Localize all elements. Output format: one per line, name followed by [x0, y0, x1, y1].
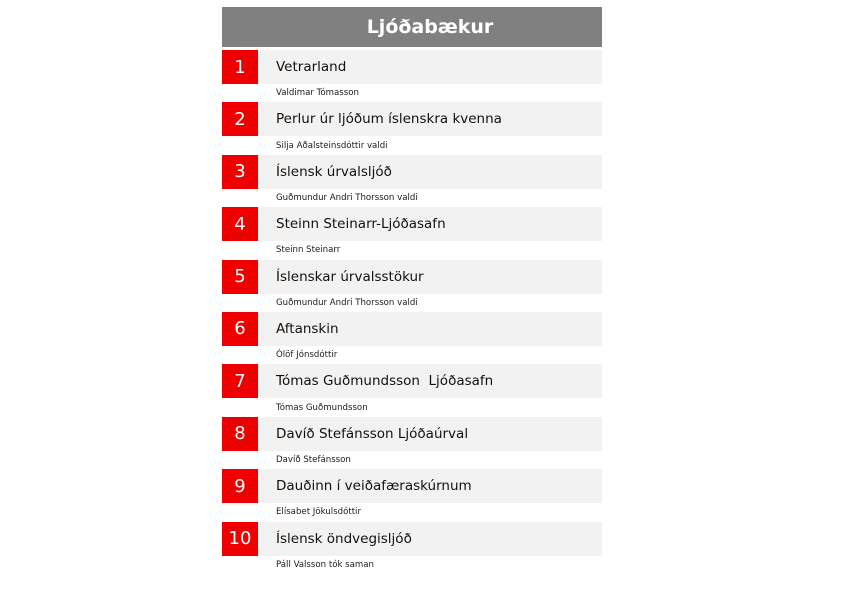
book-row — [222, 522, 602, 556]
rank-badge: 1 — [222, 50, 258, 84]
list-item — [222, 522, 602, 574]
list-item — [222, 364, 602, 416]
rank-badge: 10 — [222, 522, 258, 556]
book-title: Davíð Stefánsson Ljóðaúrval — [258, 417, 602, 451]
book-title: Perlur úr ljóðum íslenskra kvenna — [258, 102, 602, 136]
list-header — [222, 7, 602, 47]
list-item — [222, 469, 602, 521]
book-row — [222, 364, 602, 398]
book-author: Davíð Stefánsson — [276, 454, 351, 465]
list-item — [222, 312, 602, 364]
header-spacer — [222, 7, 258, 47]
book-author: Tómas Guðmundsson — [276, 402, 368, 413]
list-item — [222, 155, 602, 207]
bestseller-list — [222, 7, 602, 574]
book-row — [222, 417, 602, 451]
rank-badge: 9 — [222, 469, 258, 503]
list-item — [222, 417, 602, 469]
rank-badge: 2 — [222, 102, 258, 136]
book-author: Steinn Steinarr — [276, 245, 341, 256]
book-author: Elísabet Jökulsdóttir — [276, 507, 361, 518]
rank-badge: 6 — [222, 312, 258, 346]
book-author: Guðmundur Andri Thorsson valdi — [276, 297, 418, 308]
rank-badge: 8 — [222, 417, 258, 451]
list-item — [222, 102, 602, 154]
book-row — [222, 312, 602, 346]
rank-badge: 4 — [222, 207, 258, 241]
book-row — [222, 50, 602, 84]
book-title: Íslensk öndvegisljóð — [258, 522, 602, 556]
book-list — [222, 50, 602, 574]
rank-badge: 3 — [222, 155, 258, 189]
book-author: Guðmundur Andri Thorsson valdi — [276, 192, 418, 203]
book-title: Íslensk úrvalsljóð — [258, 155, 602, 189]
list-item — [222, 260, 602, 312]
rank-badge: 7 — [222, 364, 258, 398]
book-title: Íslenskar úrvalsstökur — [258, 260, 602, 294]
list-title: Ljóðabækur — [366, 16, 494, 38]
book-row — [222, 102, 602, 136]
book-title: Dauðinn í veiðafæraskúrnum — [258, 469, 602, 503]
list-item — [222, 50, 602, 102]
book-title: Steinn Steinarr-Ljóðasafn — [258, 207, 602, 241]
book-row — [222, 155, 602, 189]
rank-badge: 5 — [222, 260, 258, 294]
book-row — [222, 469, 602, 503]
book-author: Silja Aðalsteinsdóttir valdi — [276, 140, 388, 151]
book-row — [222, 260, 602, 294]
book-author: Ólöf Jónsdóttir — [276, 350, 338, 361]
book-title: Vetrarland — [258, 50, 602, 84]
book-row — [222, 207, 602, 241]
book-title: Aftanskin — [258, 312, 602, 346]
book-author: Páll Valsson tók saman — [276, 559, 374, 570]
book-title: Tómas Guðmundsson Ljóðasafn — [258, 364, 602, 398]
book-author: Valdimar Tómasson — [276, 88, 359, 99]
list-item — [222, 207, 602, 259]
